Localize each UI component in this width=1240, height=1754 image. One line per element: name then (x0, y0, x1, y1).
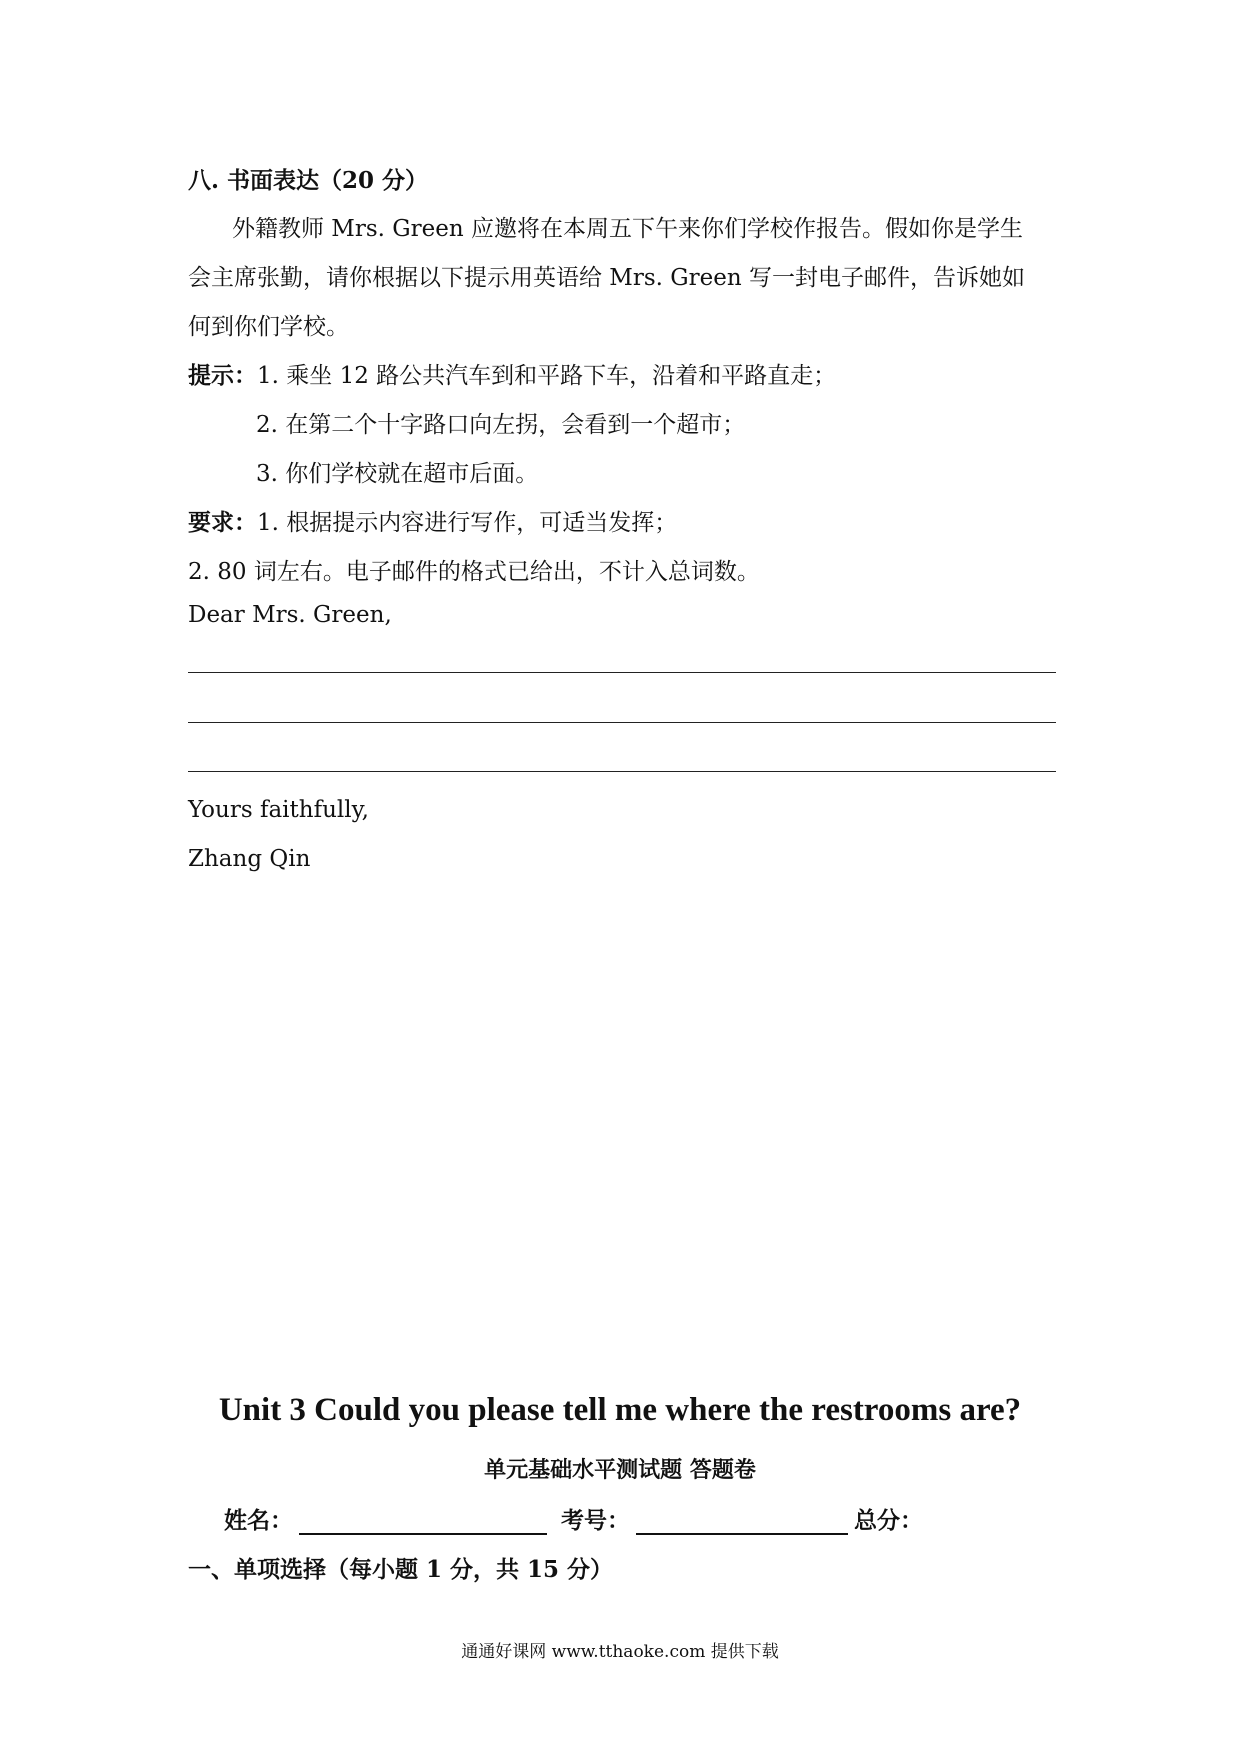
prompt-line-3: 何到你们学校。 (188, 314, 349, 340)
total-label: 总分： (854, 1507, 924, 1534)
email-signature: Zhang Qin (188, 846, 311, 872)
hint-1-row (188, 357, 836, 390)
requirement-1-row (188, 504, 677, 537)
hint-3: 3. 你们学校就在超市后面。 (256, 461, 539, 487)
name-blank[interactable] (299, 1509, 547, 1535)
email-closing: Yours faithfully, (188, 797, 369, 823)
number-label: 考号： (561, 1507, 631, 1534)
prompt-line-2: 会主席张勤，请你根据以下提示用英语给 Mrs. Green 写一封电子邮件，告诉她如 (188, 265, 1025, 291)
hints-label: 提示： (188, 362, 257, 389)
email-greeting: Dear Mrs. Green, (188, 602, 392, 628)
section-heading: 八. 书面表达（20 分） (188, 167, 429, 194)
student-info-row (224, 1502, 923, 1535)
requirements-label: 要求： (188, 509, 257, 536)
prompt-line-1: 外籍教师 Mrs. Green 应邀将在本周五下午来你们学校作报告。假如你是学生 (232, 216, 1023, 242)
requirement-2: 2. 80 词左右。电子邮件的格式已给出，不计入总词数。 (188, 559, 760, 585)
section-1-heading: 一、单项选择（每小题 1 分，共 15 分） (188, 1556, 614, 1583)
writing-line-3[interactable] (188, 771, 1056, 772)
requirement-1: 1. 根据提示内容进行写作，可适当发挥； (257, 510, 678, 536)
page-footer: 通通好课网 www.tthaoke.com 提供下载 (461, 1642, 779, 1662)
unit-title: Unit 3 Could you please tell me where the restrooms are? (218, 1392, 1022, 1428)
answer-sheet-subtitle: 单元基础水平测试题 答题卷 (484, 1457, 756, 1483)
exam-number-blank[interactable] (636, 1509, 848, 1535)
writing-line-2[interactable] (188, 722, 1056, 723)
hint-2: 2. 在第二个十字路口向左拐，会看到一个超市； (256, 412, 746, 438)
writing-line-1[interactable] (188, 672, 1056, 673)
hint-1: 1. 乘坐 12 路公共汽车到和平路下车，沿着和平路直走； (257, 363, 837, 389)
name-label: 姓名： (224, 1507, 293, 1534)
